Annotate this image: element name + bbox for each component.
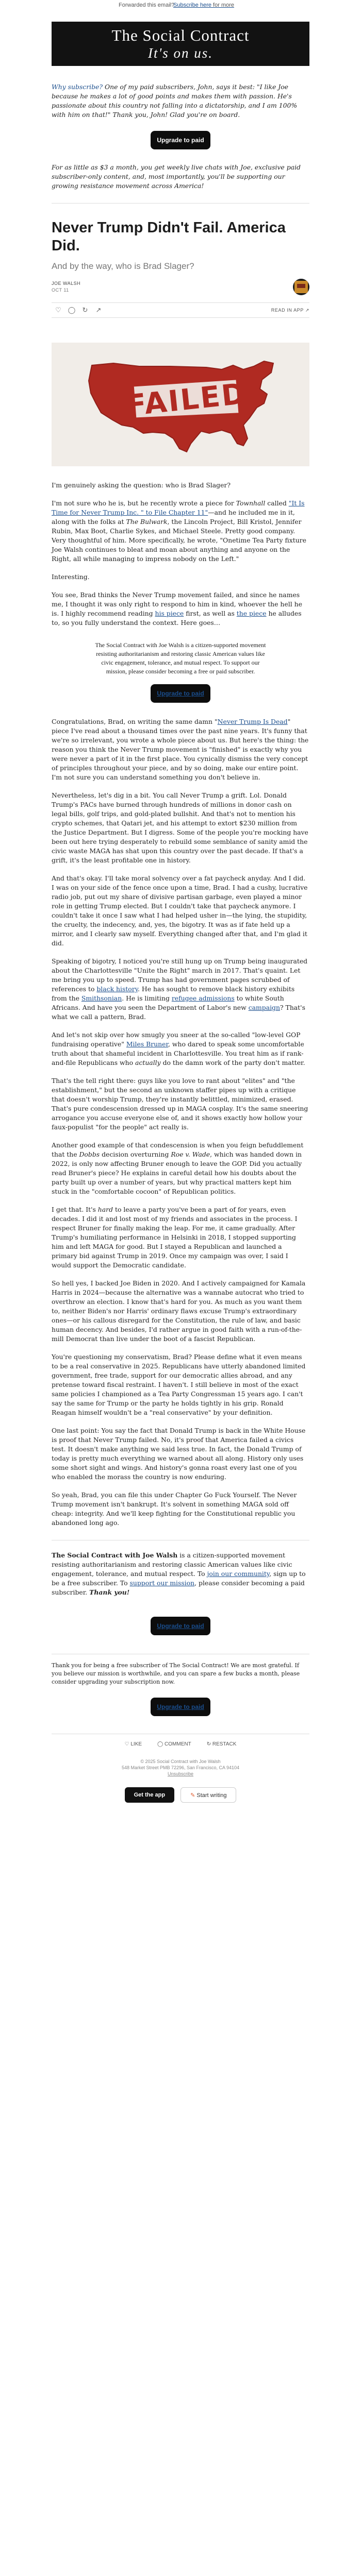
text: . He is limiting [122, 994, 172, 1002]
text: , sign up to be a free subscriber. To [52, 1570, 306, 1587]
text: You see, Brad thinks the Never Trump movement failed, and since he names me, I thought it was only right to respond to him in kind, whoever the hell he is. I highly recommend reading [52, 591, 302, 617]
article-link[interactable]: "It Is Time for Never Trump Inc. " to File Chapter 11" [52, 499, 305, 516]
article-body [52, 481, 309, 1716]
forwarded-text: Forwarded this email? [119, 2, 175, 8]
publication-title: The Social Contract [111, 26, 250, 44]
heart-icon[interactable]: ♡ [55, 306, 61, 314]
text: do the damn work of the party don't matter. [160, 1059, 305, 1066]
arrow-icon: ↗ [305, 307, 309, 313]
the-piece-link[interactable]: the piece [236, 609, 267, 617]
subscribe-suffix: for more [211, 2, 235, 8]
paragraph [52, 1205, 309, 1270]
share-icon[interactable]: ↗ [95, 306, 102, 314]
text: , who dared to speak some uncomfortable truth about that shameful incident in Charlottesville. You treat him as if rank-and-file Republicans who [52, 1040, 304, 1066]
paragraph: Nevertheless, let's dig in a bit. You call Never Trump a grift. Lol. Donald Trump's PACs have burned through hundreds of millions in donor cash on legal bills, golf trips, and gold-plated bullshit. And that's not to mention his crypto schemes, that Qatari jet, and his attempt to extort $230 million from the Justice Department. But I digress. Some of the people you're mocking have been out here trying desperately to rebuild some semblance of sanity amid the civic waste MAGA has shat upon this country over the past decade. If that's a grift, it's the least profitable one in history. [52, 791, 308, 864]
footer-comment-button[interactable] [157, 1741, 191, 1747]
post-date: OCT 11 [52, 287, 69, 293]
footer-restack-button[interactable] [207, 1741, 237, 1747]
text: The Social Contract with Joe Walsh [52, 1551, 178, 1559]
author-name[interactable]: JOE WALSH [52, 281, 81, 286]
miles-bruner-link[interactable]: Miles Bruner [126, 1040, 168, 1048]
text: And let's not skip over how smugly you sneer at the so-called "low-level GOP fundraising operative" [52, 1031, 301, 1048]
text: —and he included me in it, along with the folks at [52, 509, 295, 526]
paragraph: So hell yes, I backed Joe Biden in 2020. And I actively campaigned for Kamala Harris in 2024—because the alternative was a wannabe autocrat who tried to overthrow an election. I know that's hard for you. As much as you want them to, neither Biden's nor Harris' ordinary flaws excuse Trump's extraordinary ones—or his callous disregard for the Constitution, the rule of law, and basic human decency. And besides, I'd rather argue in good faith with a run-of-the-mill Democrat than live under the boot of a fascist Republican. [52, 1279, 306, 1343]
smithsonian-link[interactable]: Smithsonian [81, 994, 122, 1002]
hero-image[interactable] [52, 343, 309, 466]
text: . He has sought to remove black history exhibits from the [52, 985, 295, 1002]
byline [52, 279, 309, 295]
forward-bar [0, 0, 361, 10]
text: to leave a party you've been a part of for years, even decades. I did it and lost most of my friends and associates in the process. I respect Bruner for finally making the leap. For me, it came gradually. After Trump's humiliating performance in Helsinki in 2018, I stopped supporting him and left MAGA for good. But I stayed a Republican and launched a primary bid against Trump in 2019. Once my campaign was over, I said I would support the Democratic candidate. [52, 1206, 298, 1269]
text: ? That's what we call a pattern, Brad. [52, 1004, 305, 1021]
text: , the Lincoln Project, Bill Kristol, Jennifer Rubin, Max Boot, Charlie Sykes, and Michael Steele. Pretty good company. Very thoughtful of him. More specifically, he wrote, "Onetime Tea Party fixture Joe Walsh continues to bleat and moan about anything and anyone on the Right, all while managing to impress nobody on the Left." [52, 518, 306, 563]
failed-map-image [52, 343, 309, 466]
text: first, as well as [184, 609, 237, 617]
support-mission-link[interactable]: support our mission [129, 1579, 195, 1587]
paragraph [52, 717, 309, 782]
text: LIKE [130, 1741, 142, 1747]
text: is a citizen-supported movement resisting authoritarianism and restoring classic American values like civic engagement, tolerance, and mutual respect. To [52, 1551, 292, 1578]
text: The Bulwark [126, 518, 168, 526]
campaign-link[interactable]: campaign [248, 1004, 280, 1011]
failed-stamp-word: FAILED [125, 377, 249, 423]
paragraph: I'm genuinely asking the question: who is Brad Slager? [52, 481, 231, 489]
post-subtitle: And by the way, who is Brad Slager? [52, 261, 194, 271]
paragraph [52, 957, 309, 1022]
footer-actions [52, 1741, 309, 1747]
text: RESTACK [212, 1741, 237, 1747]
pen-icon: ✎ [190, 1792, 195, 1799]
restack-icon[interactable]: ↻ [82, 306, 88, 314]
intro-text: One of my paid subscribers, John, says it best: "I like Joe because he makes a lot of good points and makes them with passion. He's passionate about this country not falling into a dictatorship, and I am 100% with him on that!" Thank you, John! Glad you're on board. [52, 83, 298, 118]
avatar[interactable] [293, 279, 309, 295]
text: I'm not sure who he is, but he recently wrote a piece for [52, 499, 236, 507]
get-app-button[interactable]: Get the app [125, 1787, 175, 1803]
upgrade-button-bottom[interactable]: Upgrade to paid [151, 1698, 210, 1716]
paragraph [52, 1141, 309, 1196]
text: Congratulations, Brad, on writing the same damn " [52, 718, 218, 725]
mailing-address: 548 Market Street PMB 72296, San Francisco, CA 94104 [121, 1765, 240, 1770]
intro-paragraph [52, 82, 309, 120]
text: hard [97, 1206, 113, 1213]
post-actions-bar [52, 302, 309, 318]
post-title[interactable]: Never Trump Didn't Fail. America Did. [52, 219, 286, 254]
text: Another good example of that condescension is when you feign befuddlement that the [52, 1141, 304, 1158]
publication-banner[interactable] [52, 22, 309, 66]
text: actually [135, 1059, 161, 1066]
footer [52, 1758, 309, 1777]
publication-tagline: It's on us. [147, 45, 214, 61]
free-subscriber-thanks: Thank you for being a free subscriber of The Social Contract! We are most grateful. If you believe our mission is worthwhile, and you can spare a few bucks a month, please consider upgrading your subscription now. [52, 1662, 300, 1685]
text: decision overturning [100, 1150, 171, 1158]
footer-like-button[interactable] [125, 1741, 142, 1747]
never-trump-dead-link[interactable]: Never Trump Is Dead [217, 718, 288, 725]
heart-icon: ♡ [124, 1741, 129, 1747]
read-in-app-text: READ IN APP [271, 307, 304, 313]
text: Thank you! [89, 1588, 130, 1596]
text: he alludes to, so you fully understand the context. Here goes… [52, 609, 302, 626]
subscribe-link[interactable] [173, 2, 234, 8]
paragraph: One last point: You say the fact that Donald Trump is back in the White House is proof that Never Trump failed. No, it's proof that America failed a civics test. It doesn't make anything we said less true. In fact, the Donald Trump of today is pretty much everything we warned about all along. History only uses some short sight and wings. And history's gonna roast every last one of you who enabled the morass the country is now enduring. [52, 1427, 306, 1481]
upgrade-button-closing[interactable]: Upgrade to paid [151, 1617, 210, 1635]
refugee-admissions-link[interactable]: refugee admissions [171, 994, 235, 1002]
text: Start writing [196, 1792, 227, 1799]
text: Roe v. Wade [171, 1150, 210, 1158]
upgrade-button-mid[interactable]: Upgrade to paid [151, 684, 210, 703]
paragraph [52, 499, 309, 564]
text: COMMENT [165, 1741, 191, 1747]
start-writing-button[interactable] [180, 1787, 236, 1803]
cta-text: The Social Contract with Joe Walsh is a citizen-supported movement resisting authoritarianism and restoring classic American values like civic engagement, tolerance, and mutual respect. To support our mission, please consider becoming a free or paid subscriber. [95, 641, 266, 675]
restack-icon: ↻ [206, 1741, 211, 1747]
paragraph [52, 590, 309, 628]
text: " piece I've read about a thousand times over the past nine years. It's funny that we're so irrelevant, you wrote a whole piece about us. But here's the thing: the reason you think the Never Trump movement is "finished" is exactly why you were never a part of it in the first place. You cynically dismiss the very concept of principles throughout your piece, and by so doing, make our entire point. I'm not sure you can understand something you don't believe in. [52, 718, 309, 781]
join-community-link[interactable]: join our community [207, 1570, 270, 1578]
copyright: © 2025 Social Contract with Joe Walsh [140, 1759, 221, 1764]
subscribe-cta [52, 641, 309, 703]
app-buttons [52, 1787, 309, 1803]
why-subscribe-link[interactable]: Why subscribe? [52, 83, 103, 91]
paragraph: Interesting. [52, 573, 90, 581]
text: I get that. It's [52, 1206, 98, 1213]
subscribe-link-text[interactable]: Subscribe here [173, 2, 211, 8]
text: , which was handed down in 2022, is only now affecting Bruner enough to leave the GOP. Did you actually read Bruner's piece? He explains in careful detail how his doubts about the party built up over a number of years, but why practical matters kept him stuck in the "comfortable cocoon" of Republican politics. [52, 1150, 302, 1195]
his-piece-link[interactable]: his piece [155, 609, 184, 617]
text: , please consider becoming a paid subscriber. [52, 1579, 305, 1596]
text: to white South Africans. And have you seen the Department of Labor's new [52, 994, 284, 1011]
paragraph [52, 1030, 309, 1067]
read-in-app-link[interactable] [271, 308, 309, 313]
paragraph: So yeah, Brad, you can file this under Chapter Go Fuck Yourself. The Never Trump movement isn't bankrupt. It's solvent in something MAGA sold off cheap: integrity. And we'll keep fighting for the Constitutional republic you abandoned long ago. [52, 1491, 297, 1527]
unsubscribe-link[interactable]: Unsubscribe [167, 1771, 194, 1776]
comment-icon: ◯ [157, 1741, 163, 1747]
text: Townhall [236, 499, 266, 507]
text: Speaking of bigotry, I noticed you're still hung up on Trump being inaugurated about the Charlottesville "Unite the Right" march in 2017. That's quaint. Let me bring you up to speed. Trump has had government pages scrubbed of references to [52, 957, 308, 993]
divider [52, 203, 309, 204]
intro-paid-text: For as little as $3 a month, you get weekly live chats with Joe, exclusive paid subscriber-only content, and, most importantly, you'll be supporting our growing resistance movement across America! [52, 163, 301, 190]
paragraph: You're questioning my conservatism, Brad? Please define what it even means to be a real conservative in 2025. Republicans have utterly abandoned limited government, free trade, support for our democratic allies abroad, and any pretense toward fiscal restraint. I haven't. I still believe in most of the exact same policies I championed as a Tea Party Congressman 15 years ago. I can't say the same for Trump or the party he holds tightly in his grip. Ronald Reagan himself wouldn't be a "real conservative" by your definition. [52, 1353, 306, 1416]
text: called [265, 499, 289, 507]
black-history-link[interactable]: black history [96, 985, 138, 993]
paragraph: That's the tell right there: guys like you love to rant about "elites" and "the establishment," but the second an unknown staffer pipes up with a critique that doesn't worship Trump, they're instantly belittled, minimized, erased. That's pure condescension dressed up in MAGA cosplay. It's the same sneering arrogance you accuse everyone else of, and it shows exactly how hollow your faux-populist "for the people" act really is. [52, 1077, 308, 1131]
upgrade-button-top[interactable]: Upgrade to paid [151, 131, 210, 149]
paragraph: And that's okay. I'll take moral solvency over a fat paycheck anyday. And I did. I was on your side of the fence once upon a time, Brad. I had a cushy, lucrative radio job, put out my share of divisive partisan garbage, even played a minor role in getting Trump elected. But I couldn't take that paycheck anymore. I couldn't take it once I saw what I had helped usher in—the lying, the stupidity, the cruelty, the indecency, and, yes, the bigotry. It was as if fate held up a mirror, and I clearly saw myself. Everything changed after that, and I'm glad it did. [52, 874, 308, 947]
text: Dobbs [79, 1150, 100, 1158]
comment-icon[interactable]: ◯ [68, 306, 76, 314]
closing-paragraph [52, 1551, 309, 1597]
